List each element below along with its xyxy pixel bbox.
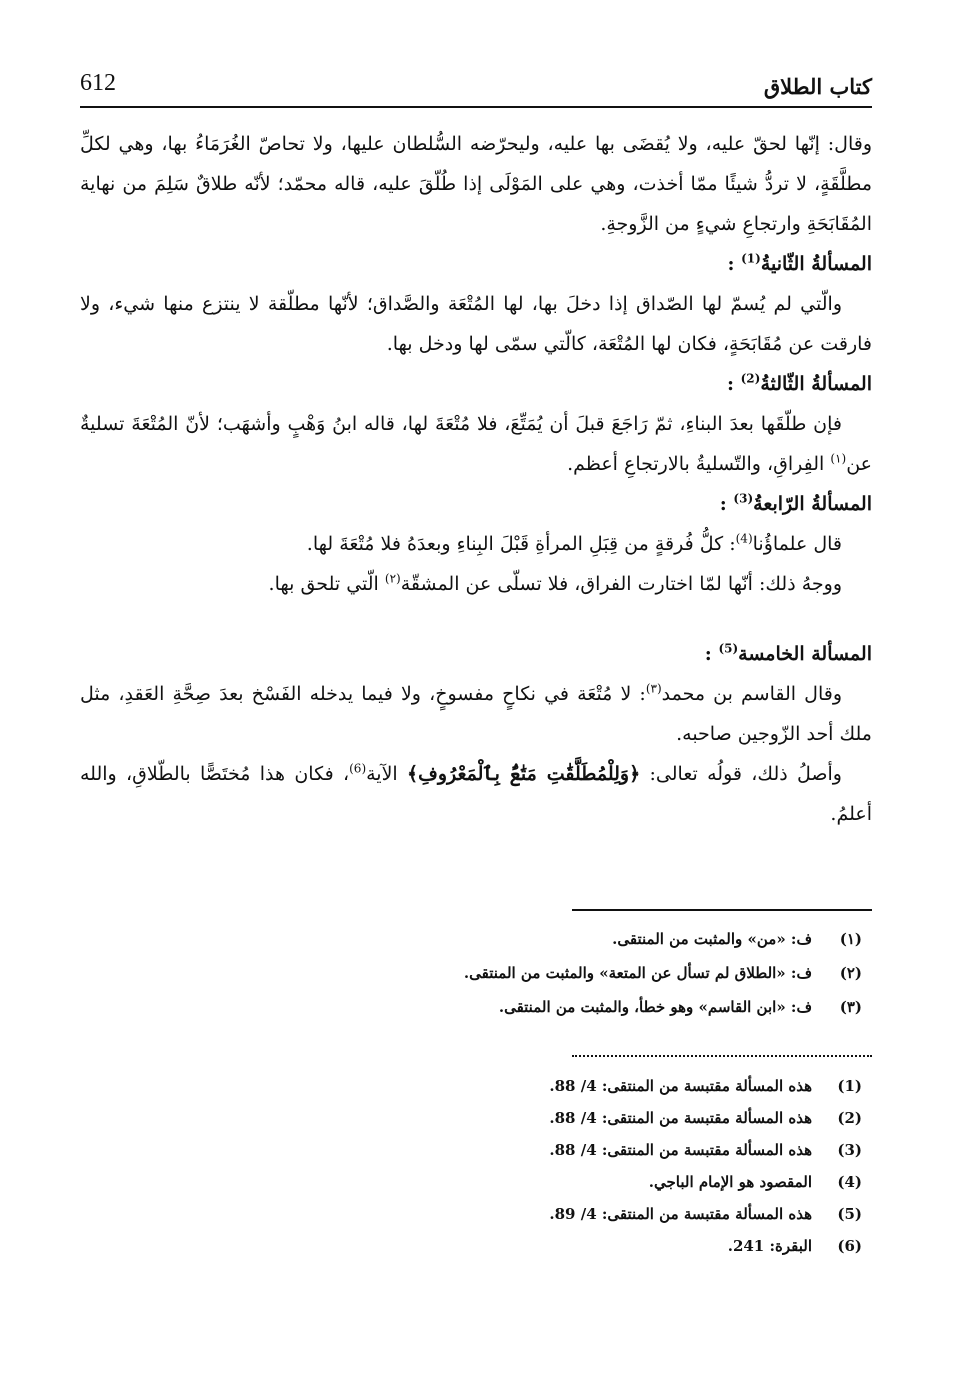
footnote-number: (3) xyxy=(837,1141,862,1159)
footnote-number: (4) xyxy=(837,1173,862,1191)
paragraph: فإن طلّقَها بعدَ البناءِ، ثمّ رَاجَعَ قبلَ أن يُمَتِّعَ، فلا مُتْعَةَ لها، قاله ابنُ وَهْبٍ وأشهَب؛ لأنّ المُتْعَةَ تسليةٌ عن$^{(١)}$ الفِراقِ، والتّسليةُ بالارتجاعِ أعظم. xyxy=(80,413,872,475)
footnote-ref: (4) xyxy=(735,531,753,546)
editor-footnotes xyxy=(80,922,872,1024)
footnote-number: (٣) xyxy=(839,998,862,1016)
footnote-text: ف: «الطلاق لم تسأل عن المتعة» والمثبت من المنتقى. xyxy=(463,964,812,982)
footnote-item xyxy=(80,956,872,990)
footnote-text: هذه المسألة مقتبسة من المنتقى: 4/ 88. xyxy=(549,1077,812,1095)
footnote-ref: (1) xyxy=(741,251,761,266)
footnote-separator xyxy=(572,909,872,911)
footnote-item xyxy=(80,990,872,1024)
footnote-ref: (5) xyxy=(718,641,739,656)
book-title: كتاب الطلاق xyxy=(763,74,872,99)
section-heading-second: المسألةُ الثّانيةُ$^{(1)}$ : xyxy=(727,251,872,275)
footnote-text: البقرة: 241. xyxy=(727,1237,812,1255)
paragraph: وقال: إنّها لحقّ عليه، ولا يُقضَى بها عليه، وليحرّضه السُّلطان عليها، ولا تحاصّ الغُرَمَاءُ بها، وهي لكلِّ مطلَّقَةٍ، لا تردُّ شيئًا ممّا أخذت، وهي على المَوْلَى إذا طُلّقَ عليه، قاله محمّد؛ لأنّه طلاقٌ سَلِمَ من نهاية المُقَابَحَةِ وارتجاعِ شيءٍ من الزَّوجةِ. xyxy=(80,133,872,235)
footnote-text: هذه المسألة مقتبسة من المنتقى: 4/ 88. xyxy=(549,1141,812,1159)
footnote-text: ف: «من» والمثبت من المنتقى. xyxy=(612,930,812,948)
footnote-item xyxy=(80,922,872,956)
footnote-number: (٢) xyxy=(839,964,862,982)
header-rule xyxy=(80,106,872,108)
paragraph: ووجهُ ذلك: أنّها لمّا اختارت الفراق، فلا تسلّى عن المشقّة$^{(٢)}$ الّتي تلحق بها. xyxy=(268,571,842,595)
footnote-ref: (٢) xyxy=(384,571,401,586)
footnote-ref: (2) xyxy=(740,371,761,386)
dotted-separator xyxy=(572,1055,872,1057)
footnote-number: (1) xyxy=(837,1077,862,1095)
footnote-ref: (١) xyxy=(830,451,847,466)
footnote-item xyxy=(80,1070,872,1102)
paragraph: قال علماؤُنا$^{(4)}$: كلُّ فُرقةٍ من قِبَلِ المرأةِ قَبْلَ البِناءِ وبعدَهُ فلا مُتْعَةَ لها. xyxy=(306,531,842,555)
paragraph: وقال القاسم بن محمد$^{(٣)}$: لا مُتْعَة في نكاحٍ مفسوخٍ، ولا فيما يدخله الفَسْخ بعدَ صِحَّةِ العَقدِ، مثل ملك أحد الزّوجين صاحبه. xyxy=(80,681,872,745)
running-header xyxy=(80,70,872,110)
paragraph: والّتي لم يُسمّ لها الصّداق إذا دخلَ بها، لها المُتْعَة والصَّداق؛ لأنّها مطلّقة لا ينتزع منها شيء، ولا فارقت عن مُقَابَحَةٍ، فكان لها المُتْعَة، كالّتي سمّى لها ودخل بها. xyxy=(80,293,872,355)
section-heading-fifth: المسألة الخامسة$^{(5)}$ : xyxy=(704,641,872,665)
footnote-number: (2) xyxy=(837,1109,862,1127)
main-text xyxy=(80,124,872,834)
footnote-ref: (٣) xyxy=(645,681,662,696)
quran-quote: ﴿وَلِلْمُطَلَّقَٰتِ مَتَٰعٌۢ بِٱلْمَعْرُوفِ﴾ xyxy=(407,763,641,785)
footnote-text: ف: «ابن القاسم» وهو خطأ، والمثبت من المنتقى. xyxy=(498,998,812,1016)
footnote-item xyxy=(80,1102,872,1134)
footnote-item xyxy=(80,1166,872,1198)
section-heading-third: المسألةُ الثّالثةُ$^{(2)}$ : xyxy=(726,371,872,395)
footnote-number: (5) xyxy=(837,1205,862,1223)
footnote-item xyxy=(80,1230,872,1262)
footnote-ref: (3) xyxy=(733,491,754,506)
section-heading-fourth: المسألةُ الرّابعةُ$^{(3)}$ : xyxy=(719,491,872,515)
footnote-text: هذه المسألة مقتبسة من المنتقى: 4/ 88. xyxy=(549,1109,812,1127)
source-footnotes xyxy=(80,1070,872,1262)
footnote-text: هذه المسألة مقتبسة من المنتقى: 4/ 89. xyxy=(549,1205,812,1223)
paragraph: وأصلُ ذلك، قولُه تعالى: ﴿وَلِلْمُطَلَّقَٰتِ مَتَٰعٌۢ بِٱلْمَعْرُوفِ﴾ الآية$^{(6)}$، فكان هذا مُختَصًّا بالطّلاقِ، والله أعلمُ. xyxy=(80,761,872,825)
footnote-item xyxy=(80,1134,872,1166)
footnote-ref: (6) xyxy=(349,761,367,776)
footnote-item xyxy=(80,1198,872,1230)
footnote-number: (١) xyxy=(839,930,862,948)
footnote-text: المقصود هو الإمام الباجي. xyxy=(648,1173,812,1191)
footnote-number: (6) xyxy=(837,1237,862,1255)
page-number: 612 xyxy=(80,70,116,96)
